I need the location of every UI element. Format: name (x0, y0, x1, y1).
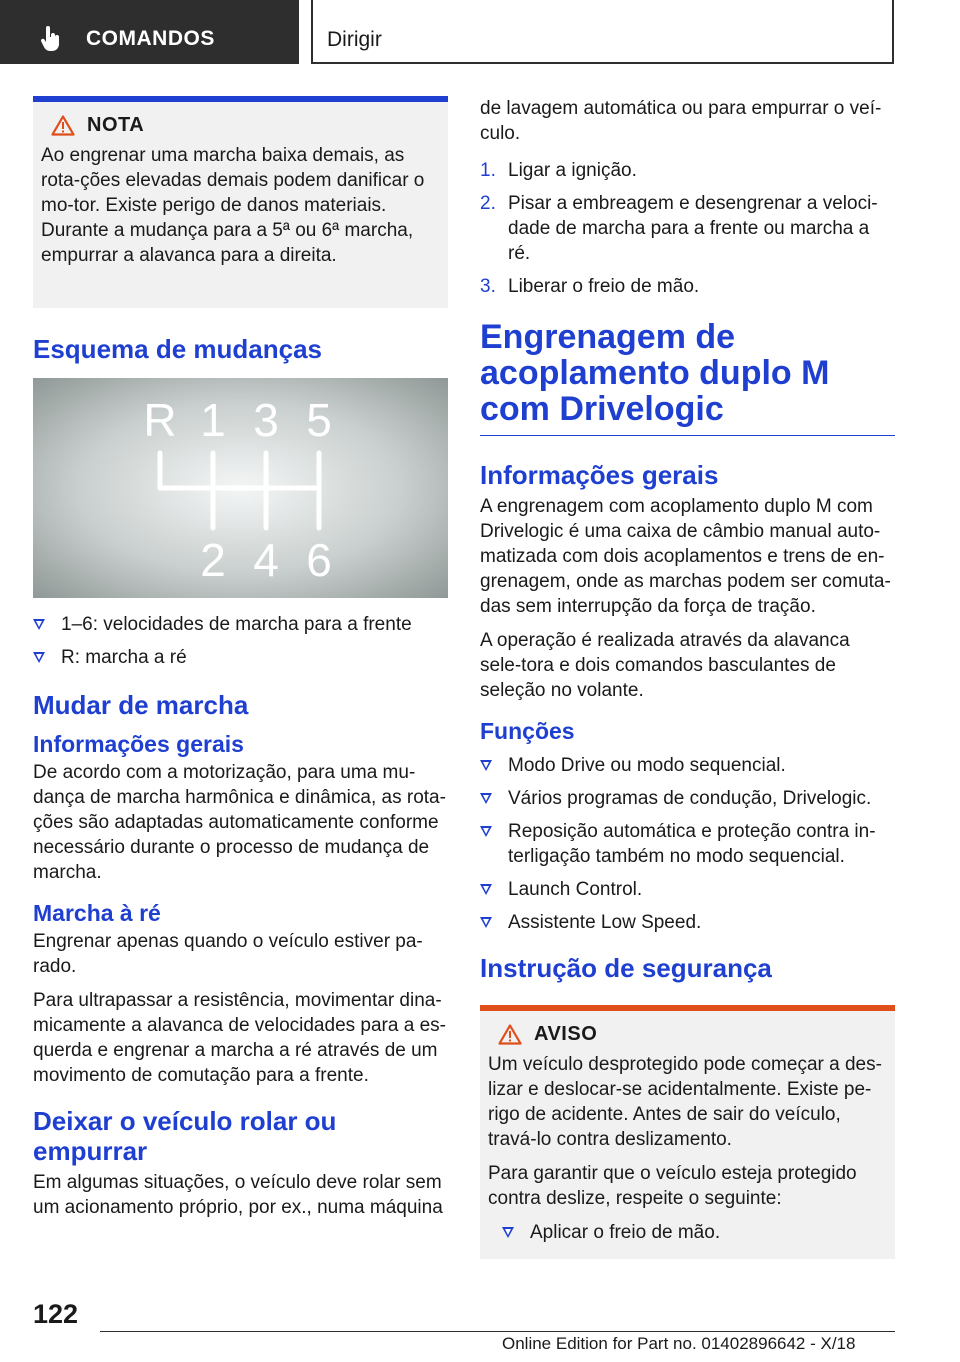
list-item: R: marcha a ré (33, 645, 448, 670)
dct-heading-block (480, 319, 895, 436)
warning-triangle-icon (498, 1024, 522, 1045)
warning-text-1: Um veículo desprotegido pode começar a des-lizar e deslocar-se acidentalmente. Existe pe-rigo de acidente. Antes de sair do veículo, travá-lo contra deslizamento. (488, 1054, 882, 1150)
triangle-bullet-icon (502, 1227, 514, 1238)
rolling-steps (480, 158, 895, 299)
note-label: NOTA (87, 114, 145, 136)
list-item: 1. Ligar a ignição. (480, 160, 637, 181)
dct-info-text-1: A engrenagem com acoplamento duplo M com Drivelogic é uma caixa de câmbio manual auto-matizada com dois acoplamentos e trens de en-grenagem, onde as marchas podem ser comuta-das sem interrupção da força de tração. (480, 496, 891, 617)
triangle-bullet-icon (480, 793, 492, 804)
triangle-bullet-icon (33, 652, 45, 663)
warning-triangle-icon (51, 115, 75, 136)
list-item: Launch Control. (480, 877, 895, 902)
gear-label-3: 3 (253, 394, 279, 446)
triangle-bullet-icon (480, 826, 492, 837)
dct-info-text-2: A operação é realizada através da alavanca sele-tora e dois comandos basculantes de seleção no volante. (480, 630, 850, 701)
right-column (480, 96, 895, 1259)
functions-list (480, 753, 895, 935)
warning-text-2: Para garantir que o veículo esteja protegido contra deslize, respeite o seguinte: (488, 1163, 857, 1209)
list-item: 1–6: velocidades de marcha para a frente (33, 612, 448, 637)
list-item: Aplicar o freio de mão. (502, 1220, 887, 1245)
dct-heading: Engrenagem de acoplamento duplo M com Drivelogic (480, 318, 830, 428)
reverse-text-1: Engrenar apenas quando o veículo estiver pa-rado. (33, 931, 423, 977)
rolling-text: Em algumas situações, o veículo deve rolar sem um acionamento próprio, por ex., numa máquina (33, 1172, 443, 1218)
page-number: 122 (33, 1299, 79, 1329)
shift-pattern-heading: Esquema de mudanças (33, 334, 322, 364)
gear-label-6: 6 (306, 534, 332, 586)
list-item: Assistente Low Speed. (480, 910, 895, 935)
chapter-tab-label: Dirigir (327, 28, 382, 51)
rolling-heading: Deixar o veículo rolar ou empurrar (33, 1106, 337, 1166)
warning-label: AVISO (534, 1023, 598, 1045)
warning-list (502, 1220, 887, 1245)
list-item: 2. Pisar a embreagem e desengrenar a veloci-dade de marcha para a frente ou marcha a ré. (480, 193, 878, 264)
shift-pattern-image (33, 378, 448, 598)
footer-edition: Online Edition for Part no. 01402896642 - X/18 (502, 1334, 856, 1353)
triangle-bullet-icon (480, 884, 492, 895)
list-item: Vários programas de condução, Drivelogic. (480, 786, 895, 811)
triangle-bullet-icon (480, 760, 492, 771)
gear-label-5: 5 (306, 394, 332, 446)
warning-title (498, 1023, 887, 1046)
functions-heading: Funções (480, 718, 575, 744)
section-tab-label: COMANDOS (86, 27, 215, 50)
shift-pattern-list (33, 612, 448, 670)
shifting-info-text: De acordo com a motorização, para uma mu-dança de marcha harmônica e dinâmica, as rota-ções são adaptadas automaticamente conforme necessário durante o processo de mudança de marcha. (33, 762, 446, 883)
reverse-heading: Marcha à ré (33, 900, 161, 926)
hand-pointer-icon (40, 26, 62, 52)
rolling-text-cont: de lavagem automática ou para empurrar o veí-culo. (480, 98, 882, 144)
triangle-bullet-icon (480, 917, 492, 928)
triangle-bullet-icon (33, 619, 45, 630)
list-item: Reposição automática e proteção contra in-terligação também no modo sequencial. (480, 819, 895, 869)
shift-pattern-diagram (33, 378, 448, 598)
safety-heading: Instrução de segurança (480, 953, 772, 983)
section-tab[interactable] (0, 0, 299, 64)
note-text: Ao engrenar uma marcha baixa demais, as rota-ções elevadas demais podem danificar o mo-tor. Existe perigo de danos materiais. Durante a mudança para a 5ª ou 6ª marcha, empurrar a alavanca para a direita. (41, 145, 425, 266)
gear-label-4: 4 (253, 534, 279, 586)
list-item: Modo Drive ou modo sequencial. (480, 753, 895, 778)
shifting-heading: Mudar de marcha (33, 690, 249, 720)
shifting-info-heading: Informações gerais (33, 731, 244, 757)
reverse-text-2: Para ultrapassar a resistência, movimentar dina-micamente a alavanca de velocidades para a es-querda e engrenar a marcha a ré através de um movimento de comutação para a frente. (33, 990, 446, 1086)
dct-info-heading: Informações gerais (480, 460, 719, 490)
left-column (33, 96, 448, 1220)
gear-label-1: 1 (200, 394, 226, 446)
gear-label-2: 2 (200, 534, 226, 586)
footer-divider (100, 1331, 895, 1332)
warning-box (480, 1005, 895, 1259)
note-title (51, 114, 440, 137)
note-box (33, 96, 448, 308)
chapter-tab[interactable] (311, 0, 894, 64)
list-item: 3. Liberar o freio de mão. (480, 276, 700, 297)
gear-label-r: R (143, 394, 177, 446)
